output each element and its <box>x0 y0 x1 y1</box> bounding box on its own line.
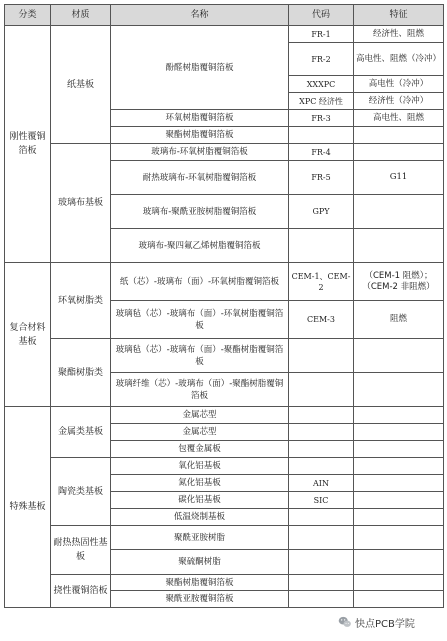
material-heat-resistant: 耐热热固性基板 <box>51 526 111 575</box>
empty-cell <box>354 575 444 591</box>
empty-cell <box>354 373 444 407</box>
name-metal-core-2: 金属芯型 <box>111 424 289 441</box>
name-glass-polyimide: 玻璃布-聚酰亚胺树脂覆铜箔板 <box>111 195 289 229</box>
material-epoxy: 环氧树脂类 <box>51 263 111 339</box>
feature-fr3: 高电性、阻燃 <box>354 110 444 127</box>
name-polysulfone-resin: 聚硫酮树脂 <box>111 550 289 575</box>
name-fiber-glass-polyester: 玻璃纤维（芯）-玻璃布（面）-聚酯树脂覆铜箔板 <box>111 373 289 407</box>
name-aln: 氮化铝基板 <box>111 475 289 492</box>
feature-fr5: G11 <box>354 161 444 195</box>
empty-cell <box>354 550 444 575</box>
name-polyimide-resin: 聚酰亚胺树脂 <box>111 526 289 550</box>
empty-cell <box>289 229 354 263</box>
name-glass-ptfe: 玻璃布-聚四氟乙烯树脂覆铜箔板 <box>111 229 289 263</box>
empty-cell <box>354 458 444 475</box>
empty-cell <box>289 373 354 407</box>
material-flex: 挠性覆铜箔板 <box>51 575 111 608</box>
material-ceramic: 陶瓷类基板 <box>51 458 111 526</box>
feature-cem12: （CEM-1 阻燃）；（CEM-2 非阻燃） <box>354 263 444 301</box>
group-rigid: 刚性覆铜箔板 <box>5 26 51 263</box>
empty-cell <box>354 339 444 373</box>
empty-cell <box>354 492 444 509</box>
name-mat-glass-epoxy: 玻璃毡（芯）-玻璃布（面）-环氧树脂覆铜箔板 <box>111 301 289 339</box>
empty-cell <box>289 509 354 526</box>
empty-cell <box>289 407 354 424</box>
name-polyester-flex: 聚酯树脂覆铜箔板 <box>111 575 289 591</box>
empty-cell <box>289 424 354 441</box>
code-sic: SIC <box>289 492 354 509</box>
code-xpc: XPC 经济性 <box>289 93 354 110</box>
name-metal-core: 金属芯型 <box>111 407 289 424</box>
empty-cell <box>354 591 444 608</box>
empty-cell <box>289 591 354 608</box>
code-xxxpc: XXXPC <box>289 76 354 93</box>
code-fr1: FR-1 <box>289 26 354 43</box>
empty-cell <box>354 475 444 492</box>
empty-cell <box>289 550 354 575</box>
empty-cell <box>289 339 354 373</box>
empty-cell <box>354 144 444 161</box>
feature-fr1: 经济性、阻燃 <box>354 26 444 43</box>
empty-cell <box>354 509 444 526</box>
watermark-text: 快点PCB学院 <box>355 615 415 630</box>
empty-cell <box>289 526 354 550</box>
name-epoxy-paper: 环氧树脂覆铜箔板 <box>111 110 289 127</box>
code-fr3: FR-3 <box>289 110 354 127</box>
header-name: 名称 <box>111 5 289 26</box>
empty-cell <box>289 458 354 475</box>
name-ltcc: 低温烧制基板 <box>111 509 289 526</box>
feature-xxxpc: 高电性（冷冲） <box>354 76 444 93</box>
empty-cell <box>289 575 354 591</box>
name-alumina: 氧化铝基板 <box>111 458 289 475</box>
feature-fr2: 高电性、阻燃（冷冲） <box>354 43 444 76</box>
empty-cell <box>354 195 444 229</box>
name-sic: 碳化铝基板 <box>111 492 289 509</box>
empty-cell <box>289 127 354 144</box>
empty-cell <box>354 127 444 144</box>
code-fr4: FR-4 <box>289 144 354 161</box>
name-heat-glass-epoxy: 耐热玻璃布-环氧树脂覆铜箔板 <box>111 161 289 195</box>
code-ain: AIN <box>289 475 354 492</box>
name-phenolic: 酚醛树脂覆铜箔板 <box>111 26 289 110</box>
feature-xpc: 经济性（冷冲） <box>354 93 444 110</box>
name-metal-clad: 包覆金属板 <box>111 441 289 458</box>
empty-cell <box>289 441 354 458</box>
name-paper-glass-epoxy: 纸（芯）-玻璃布（面）-环氧树脂覆铜箔板 <box>111 263 289 301</box>
group-composite: 复合材料基板 <box>5 263 51 407</box>
code-fr2: FR-2 <box>289 43 354 76</box>
name-glass-epoxy: 玻璃布-环氧树脂覆铜箔板 <box>111 144 289 161</box>
code-cem3: CEM-3 <box>289 301 354 339</box>
material-paper: 纸基板 <box>51 26 111 144</box>
empty-cell <box>354 441 444 458</box>
empty-cell <box>354 407 444 424</box>
wechat-icon <box>338 615 352 629</box>
header-feature: 特征 <box>354 5 444 26</box>
substrate-classification-table <box>4 4 444 608</box>
feature-cem3: 阻燃 <box>354 301 444 339</box>
empty-cell <box>354 229 444 263</box>
group-special: 特殊基板 <box>5 407 51 608</box>
header-material: 材质 <box>51 5 111 26</box>
material-glass: 玻璃布基板 <box>51 144 111 263</box>
header-code: 代码 <box>289 5 354 26</box>
empty-cell <box>354 526 444 550</box>
name-polyester-paper: 聚酯树脂覆铜箔板 <box>111 127 289 144</box>
code-fr5: FR-5 <box>289 161 354 195</box>
material-metal: 金属类基板 <box>51 407 111 458</box>
material-polyester: 聚酯树脂类 <box>51 339 111 407</box>
name-mat-glass-polyester: 玻璃毡（芯）-玻璃布（面）-聚酯树脂覆铜箔板 <box>111 339 289 373</box>
code-cem12: CEM-1、CEM-2 <box>289 263 354 301</box>
header-category: 分类 <box>5 5 51 26</box>
empty-cell <box>354 424 444 441</box>
code-gpy: GPY <box>289 195 354 229</box>
watermark <box>338 612 444 632</box>
name-polyimide-flex: 聚酰亚胺覆铜箔板 <box>111 591 289 608</box>
